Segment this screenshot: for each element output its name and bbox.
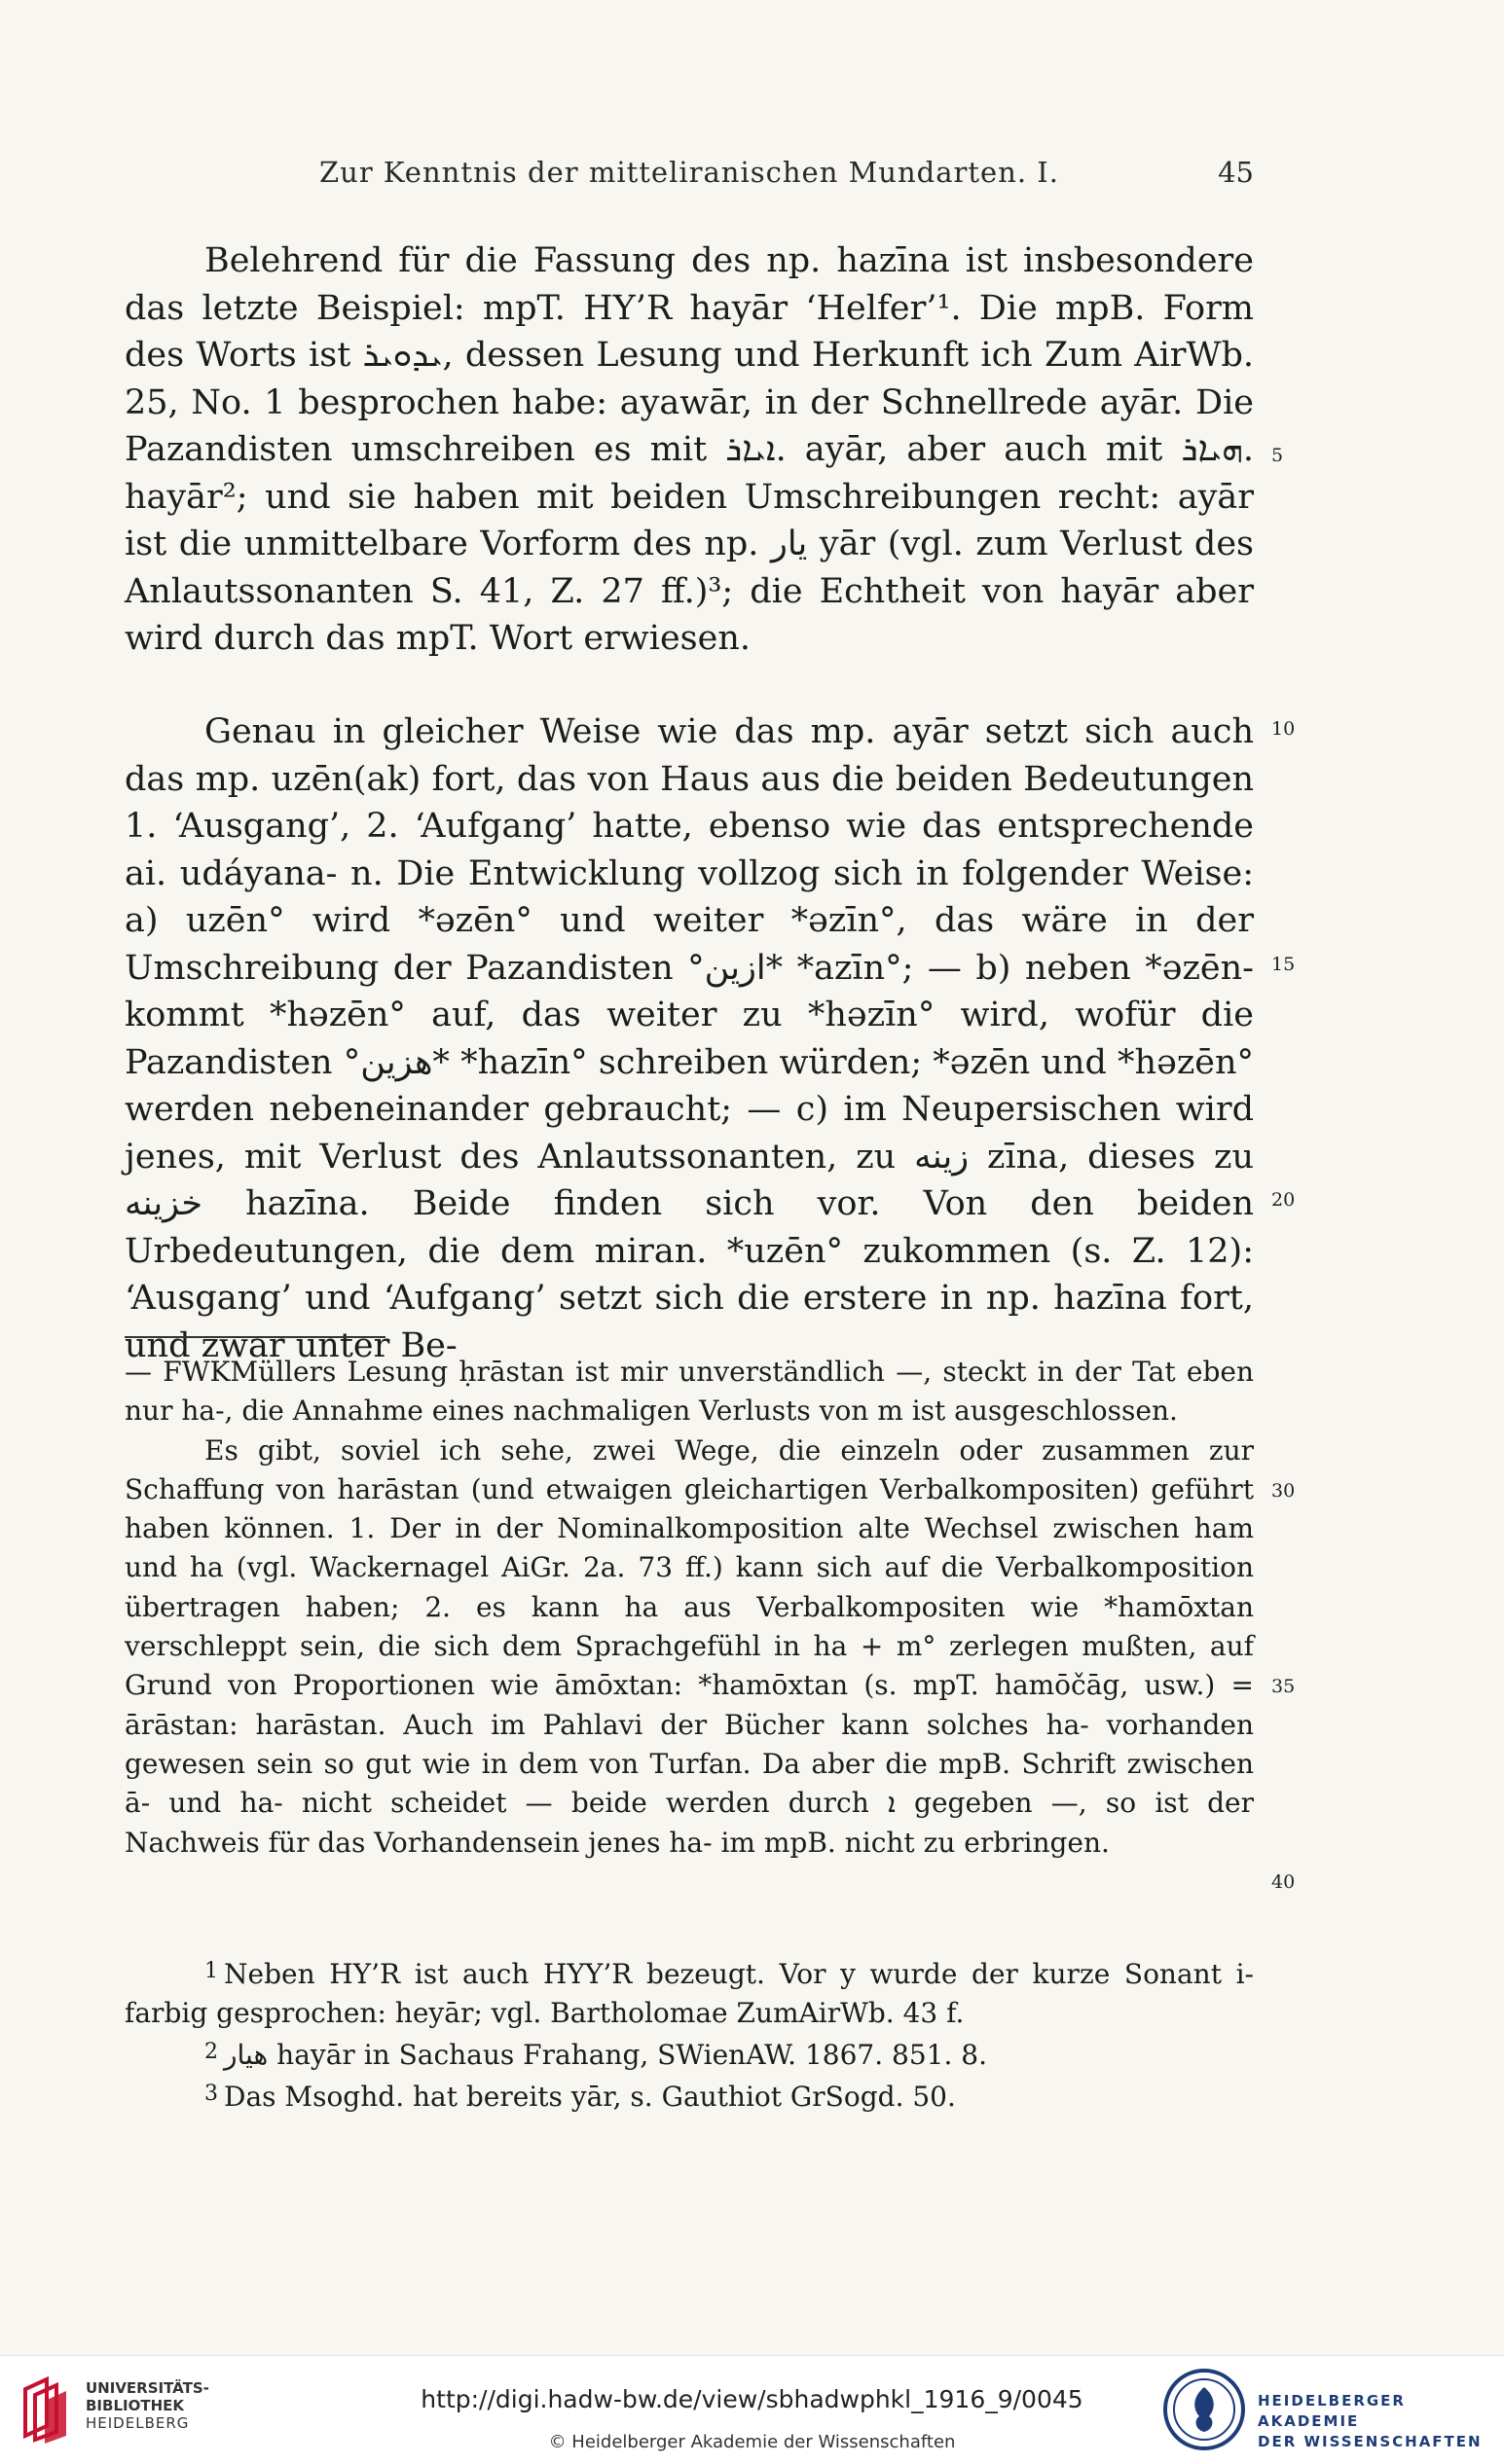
- line-number: 40: [1271, 1871, 1296, 1893]
- paragraph-text: Belehrend für die Fassung des np. hazīna ist insbesondere das letzte Beispiel: mpT. HY’R hayār ‘Helfer’¹. Die mpB. Form des Worts ist ܝܕܘܝܪ, dessen Lesung und Herkunft ich Zum AirWb. 25, No. 1 besprochen habe: ayawār, in der Schnellrede ayār. Die Pazandisten umschreiben es mit ܐܝܐܪ. ayār, aber auch mit ܗܝܐܪ. hayār²; und sie haben mit beiden Umschreibungen recht: ayār ist die unmittelbare Vorform des np. یار yār (vgl. zum Verlust des Anlautssonanten S. 41, Z. 27 ff.)³; die Echtheit von hayār aber wird durch das mpT. Wort erwiesen.: [125, 241, 1255, 658]
- footnote-text: هیار hayār in Sachaus Frahang, SWienAW. 1867. 851. 8.: [224, 2039, 987, 2071]
- footnote-text: Das Msoghd. hat bereits yār, s. Gauthiot GrSogd. 50.: [224, 2081, 956, 2113]
- line-number: 35: [1271, 1676, 1296, 1697]
- note-continuation: — FWKMüllers Lesung ḥrāstan ist mir unverständlich —, steckt in der Tat eben nur ha-, die Annahme eines nachmaligen Verlusts von m ist ausgeschlossen.: [125, 1356, 1254, 1428]
- line-number: 20: [1271, 1189, 1296, 1211]
- running-title: Zur Kenntnis der mitteliranischen Mundarten. I.: [319, 156, 1059, 189]
- footnote: [125, 2075, 1254, 2117]
- note-paragraph: Es gibt, soviel ich sehe, zwei Wege, die einzeln oder zusammen zur Schaffung von harāstan (und etwaigen gleichartigen Verbalkompositen) geführt haben können. 1. Der in der Nominalkomposition alte Wechsel zwischen ham und ha (vgl. Wackernagel AiGr. 2a. 73 ff.) kann sich auf die Verbalkomposition übertragen haben; 2. es kann ha aus Verbalkompositen wie *hamōxtan verschleppt sein, die sich dem Sprachgefühl in ha + m° zerlegen mußten, auf Grund von Proportionen wie āmōxtan: *hamōxtan (s. mpT. hamōčāg, usw.) = ārāstan: harāstan. Auch im Pahlavi der Bücher kann solches ha- vorhanden gewesen sein so gut wie in dem von Turfan. Da aber die mpB. Schrift zwischen ā- und ha- nicht scheidet — beide werden durch ܐ gegeben —, so ist der Nachweis für das Vorhandensein jenes ha- im mpB. nicht zu erbringen.: [125, 1433, 1254, 1859]
- body-paragraph-1: [125, 237, 1254, 663]
- footnote-rule: [125, 1336, 385, 1338]
- permalink-url[interactable]: http://digi.hadw-bw.de/view/sbhadwphkl_1916_9/0045: [421, 2385, 1083, 2413]
- line-number: 10: [1271, 718, 1296, 740]
- continued-notes: [125, 1353, 1254, 1863]
- paragraph-text: Genau in gleicher Weise wie das mp. ayār setzt sich auch das mp. uzēn(ak) fort, das von Haus aus die beiden Bedeutungen 1. ‘Ausgang’, 2. ‘Aufgang’ hatte, ebenso wie das entsprechende ai. udáyana- n. Die Entwicklung vollzog sich in folgender Weise: a) uzēn° wird *əzēn° und weiter *əzīn°, das wäre in der Umschreibung der Pazandisten °ازین* *azīn°; — b) neben *əzēn- kommt *həzēn° auf, das weiter zu *həzīn° wird, wofür die Pazandisten °هزین* *hazīn° schreiben würden; *əzēn und *həzēn° werden nebeneinander gebraucht; — c) im Neupersischen wird jenes, mit Verlust des Anlautssonanten, zu زینه zīna, dieses zu خزینه hazīna. Beide finden sich vor. Von den beiden Urbedeutungen, die dem miran. *uzēn° zukommen (s. Z. 12): ‘Ausgang’ und ‘Aufgang’ setzt sich die erstere in np. hazīna fort, und zwar unter Be-: [125, 712, 1255, 1365]
- footnotes: [125, 1952, 1254, 2117]
- academy-seal-icon: [1160, 2366, 1248, 2453]
- line-number: 30: [1271, 1480, 1296, 1502]
- viewer-footer: [0, 2355, 1504, 2464]
- page-number: 45: [1218, 156, 1254, 189]
- academy-name: HEIDELBERGER AKADEMIE DER WISSENSCHAFTEN: [1258, 2392, 1483, 2450]
- university-library-name: UNIVERSITÄTS- BIBLIOTHEK HEIDELBERG: [86, 2379, 209, 2432]
- body-paragraph-2: [125, 708, 1254, 1369]
- footnote: [125, 2033, 1254, 2075]
- footnote-number: 3: [204, 2082, 218, 2106]
- copyright-notice: © Heidelberger Akademie der Wissenschaften: [548, 2432, 956, 2452]
- footnote-number: 2: [204, 2040, 218, 2064]
- line-number: 15: [1271, 954, 1296, 975]
- line-number: 5: [1271, 445, 1284, 466]
- footnote-text: Neben HY’R ist auch HYY’R bezeugt. Vor y wurde der kurze Sonant i-farbig gesprochen: heyār; vgl. Bartholomae ZumAirWb. 43 f.: [125, 1958, 1254, 2029]
- footnote: [125, 1952, 1254, 2033]
- footnote-number: 1: [204, 1959, 218, 1983]
